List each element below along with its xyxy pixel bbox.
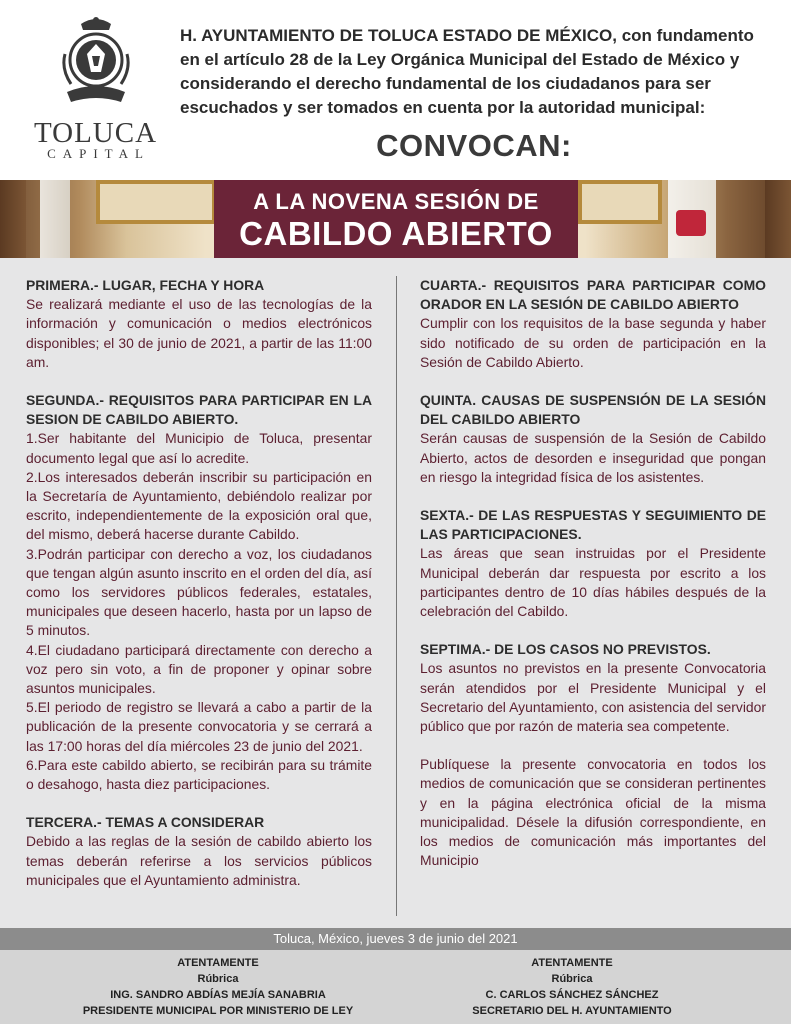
section-text: Las áreas que sean instruidas por el Presidente Municipal deberán dar respuesta por escrito a los participantes dentro de 10 días hábiles después de la celebración del Cabildo. [420, 545, 766, 620]
section-heading: QUINTA. CAUSAS DE SUSPENSIÓN DE LA SESIÓN DEL CABILDO ABIERTO [420, 392, 766, 428]
date-bar: Toluca, México, jueves 3 de junio del 2021 [0, 928, 791, 950]
section-text: Publíquese la presente convocatoria en todos los medios de comunicación que se consideran pertinentes y en la página electrónica oficial de la misma municipalidad. Désele la difusión correspondiente, en los medios de comunicación más importantes del Municipio [420, 756, 766, 869]
section-quinta [420, 391, 766, 487]
flag-left [40, 180, 70, 258]
list-item: 4.El ciudadano participará directamente con derecho a voz pero sin voto, a fin de proponer y opinar sobre asuntos municipales. [26, 641, 372, 697]
intro-text: H. AYUNTAMIENTO DE TOLUCA ESTADO DE MÉXICO, con fundamento en el artículo 28 de la Ley Orgánica Municipal del Estado de México y considerando el derecho fundamental de los ciudadanos para ser escuchados y ser tomados en cuenta por la autoridad municipal: [180, 26, 754, 117]
signature-rubric: Rúbrica [197, 973, 239, 985]
banner-line-2: CABILDO ABIERTO [239, 215, 553, 252]
section-heading: SEXTA.- DE LAS RESPUESTAS Y SEGUIMIENTO DE LAS PARTICIPACIONES. [420, 507, 766, 543]
section-text: Se realizará mediante el uso de las tecnologías de la información y comunicación o medios electrónicos disponibles; el 30 de junio de 2021, a partir de las 11:00 am. [26, 296, 372, 370]
column-divider [396, 276, 397, 916]
signature-name: ING. SANDRO ABDÍAS MEJÍA SANABRIA [110, 989, 326, 1001]
signature-label: ATENTAMENTE [531, 957, 613, 969]
convocan-title: CONVOCAN: [376, 128, 572, 163]
section-primera [26, 276, 372, 372]
section-heading: TERCERA.- TEMAS A CONSIDERAR [26, 814, 265, 831]
section-tercera [26, 813, 372, 890]
section-list [26, 429, 372, 794]
list-item: 1.Ser habitante del Municipio de Toluca, presentar documento legal que así lo acredite. [26, 430, 372, 466]
header [0, 0, 791, 180]
logo-subtitle: CAPITAL [47, 146, 150, 161]
banner-title-box [214, 180, 578, 258]
banner-line-1: A LA NOVENA SESIÓN DE [253, 189, 539, 214]
toluca-crest-icon [61, 14, 131, 110]
signatures [0, 950, 791, 1024]
section-text: Debido a las reglas de la sesión de cabildo abierto los temas deberán referirse a los servicios públicos municipales que el Ayuntamiento administra. [26, 833, 372, 888]
toluca-logo [28, 14, 163, 162]
section-publiquese [420, 755, 766, 870]
signature-right [412, 955, 732, 1019]
signature-rubric: Rúbrica [551, 973, 593, 985]
list-item: 6.Para este cabildo abierto, se recibirán para su trámite o desahogo, hasta diez participaciones. [26, 756, 372, 793]
curtain-right [765, 180, 791, 258]
flag-emblem-icon [676, 210, 706, 236]
painting-frame-left [96, 180, 216, 224]
logo-name: TOLUCA [33, 117, 158, 149]
list-item: 5.El periodo de registro se llevará a cabo a partir de la publicación de la presente convocatoria y se cerrará a las 17:00 horas del día miércoles 23 de junio del 2021. [26, 699, 372, 754]
section-text: Serán causas de suspensión de la Sesión de Cabildo Abierto, actos de desorden e inseguridad que pongan en riesgo la integridad física de los asistentes. [420, 430, 766, 485]
section-segunda [26, 391, 372, 794]
section-sexta [420, 506, 766, 621]
signature-label: ATENTAMENTE [177, 957, 259, 969]
list-item: 3.Podrán participar con derecho a voz, los ciudadanos que tengan algún asunto inscrito en el orden del día, así como los servidores públicos federales, estatales, municipales que deseen hacerlo, hasta por un lapso de 5 minutos. [26, 545, 372, 639]
section-septima [420, 640, 766, 736]
painting-frame-right [578, 180, 662, 224]
content-panel [0, 258, 791, 928]
signature-position: PRESIDENTE MUNICIPAL POR MINISTERIO DE LEY [82, 1005, 354, 1017]
right-column [420, 276, 766, 889]
section-heading: PRIMERA.- LUGAR, FECHA Y HORA [26, 277, 265, 293]
section-cuarta [420, 276, 766, 372]
signature-position: SECRETARIO DEL H. AYUNTAMIENTO [472, 1005, 672, 1017]
section-text: Los asuntos no previstos en la presente Convocatoria serán atendidos por el Presidente Municipal y el Secretario del Ayuntamiento, con asistencia del servidor público que por razón de materia sea competente. [420, 660, 766, 735]
curtain-left [0, 180, 26, 258]
list-item: 2.Los interesados deberán inscribir su participación en la Secretaría de Ayuntamiento, debiéndolo realizar por escrito, independientemente de la exposición oral que, del mismo, deberá hacerse durante Cabildo. [26, 468, 372, 543]
signature-name: C. CARLOS SÁNCHEZ SÁNCHEZ [485, 989, 659, 1001]
section-text: Cumplir con los requisitos de la base segunda y haber sido notificado de su orden de participación en la Sesión de Cabildo Abierto. [420, 315, 766, 370]
section-heading: SEPTIMA.- DE LOS CASOS NO PREVISTOS. [420, 641, 711, 658]
signature-left [58, 955, 378, 1019]
section-heading: SEGUNDA.- REQUISITOS PARA PARTICIPAR EN LA SESION DE CABILDO ABIERTO. [26, 392, 372, 428]
section-heading: CUARTA.- REQUISITOS PARA PARTICIPAR COMO ORADOR EN LA SESIÓN DE CABILDO ABIERTO [420, 277, 766, 313]
left-column [26, 276, 372, 909]
